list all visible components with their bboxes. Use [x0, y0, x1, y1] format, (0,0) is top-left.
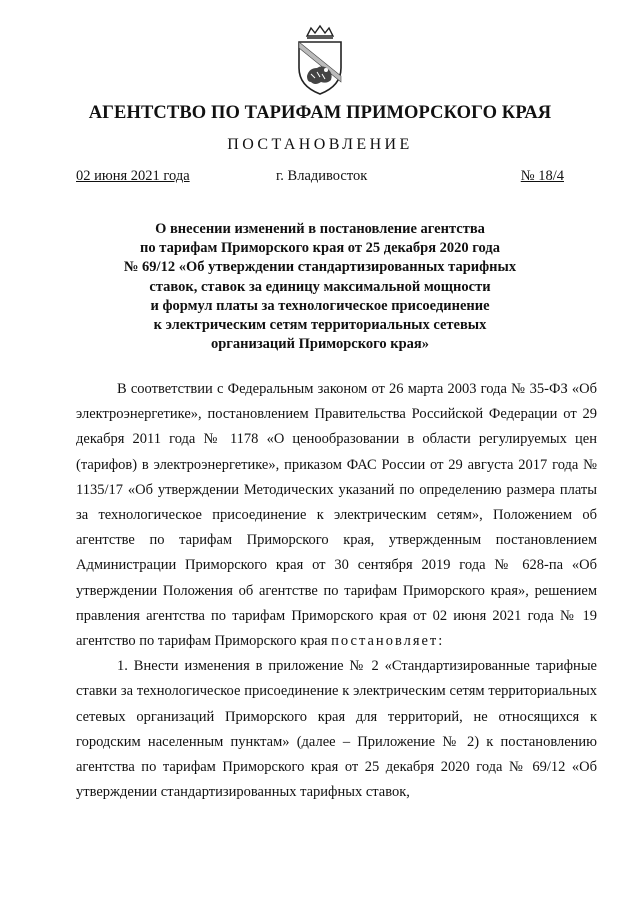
document-title [100, 220, 540, 354]
preamble-paragraph [76, 377, 597, 654]
title-line: к электрическим сетям территориальных сетевых [153, 317, 487, 334]
title-line: по тарифам Приморского края от 25 декабря 2020 года [140, 240, 500, 257]
document-city: г. Владивосток [276, 168, 368, 184]
coat-of-arms-icon [293, 24, 347, 96]
title-line: ставок, ставок за единицу максимальной мощности [149, 278, 491, 295]
title-line: и формул платы за технологическое присоединение [150, 297, 490, 314]
title-line: О внесении изменений в постановление агентства [155, 221, 485, 237]
clause-1-paragraph: 1. Внести изменения в приложение № 2 «Стандартизированные тарифные ставки за технологическое присоединение к электрическим сетям территориальных сетевых организаций Приморского края для территорий, не относящихся к городским населенным пунктам» (далее – Приложение № 2) к постановлению агентства по тарифам Приморского края от 25 декабря 2020 года № 69/12 «Об утверждении стандартизированных тарифных ставок, [76, 658, 597, 801]
resolves-word: постановляет: [331, 633, 445, 650]
document-type: ПОСТАНОВЛЕНИЕ [227, 136, 413, 153]
agency-name: АГЕНТСТВО ПО ТАРИФАМ ПРИМОРСКОГО КРАЯ [88, 103, 552, 123]
document-number: № 18/4 [520, 168, 564, 184]
document-body [76, 377, 597, 805]
title-line: № 69/12 «Об утверждении стандартизированных тарифных [123, 259, 517, 276]
preamble-text: В соответствии с Федеральным законом от 26 марта 2003 года № 35-ФЗ «Об электроэнергетике», постановлением Правительства Российской Федерации от 29 декабря 2011 года № 1178 «О ценообразовании в области регулируемых цен (тарифов) в электроэнергетике», приказом ФАС России от 29 августа 2017 года № 1135/17 «Об утверждении Методических указаний по определению размера платы за технологическое присоединение к электрическим сетям», Положением об агентстве по тарифам Приморского края, утвержденным постановлением Администрации Приморского края от 30 сентября 2019 года № 628-па «Об утверждении Положения об агентстве по тарифам Приморского края», решением правления агентства по тарифам Приморского края от 02 июня 2021 года № 19 агентство по тарифам Приморского края [76, 381, 597, 650]
title-line: организаций Приморского края» [210, 336, 430, 353]
document-date: 02 июня 2021 года [76, 168, 190, 184]
